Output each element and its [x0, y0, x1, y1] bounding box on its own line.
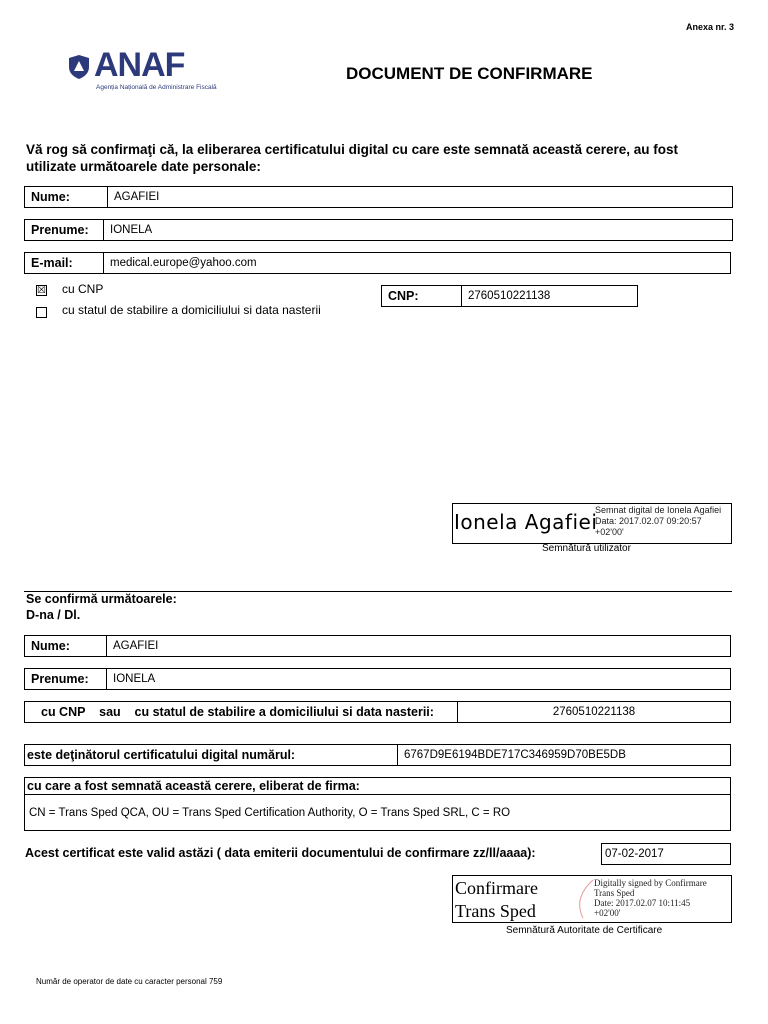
validity-date-box — [601, 843, 731, 865]
issuer-value: CN = Trans Sped QCA, OU = Trans Sped Certification Authority, O = Trans Sped SRL, C = RO — [29, 806, 511, 819]
confirm-cnp-row — [24, 701, 731, 723]
logo-subtitle: Agenția Națională de Administrare Fiscală — [96, 84, 217, 91]
firstname-value: IONELA — [110, 224, 153, 236]
user-signature-caption: Semnătură utilizator — [542, 543, 631, 554]
ca-signature-name-line1: Confirmare — [455, 878, 538, 898]
confirm-firstname-label: Prenume: — [25, 669, 107, 689]
cert-number-label: este deţinătorul certificatului digital numărul: — [25, 745, 398, 765]
footer-text: Număr de operator de date cu caracter personal 759 — [36, 977, 223, 986]
option-domicile-checkbox[interactable] — [36, 307, 47, 318]
user-signature-line1: Semnat digital de Ionela Agafiei — [595, 505, 722, 515]
intro-text: Vă rog să confirmaţi că, la eliberarea certificatului digital cu care este semnată această cerere, au fost utilizate următoarele date personale: — [26, 142, 679, 174]
page-title: DOCUMENT DE CONFIRMARE — [346, 64, 593, 83]
confirm-cnp-value: 2760510221138 — [552, 706, 636, 718]
confirm-heading — [26, 591, 177, 623]
ca-signature-name-line2: Trans Sped — [455, 901, 536, 921]
option-cnp-checkbox[interactable]: ☒ — [37, 285, 46, 296]
personal-name-row — [24, 186, 733, 208]
option-cnp-label: cu CNP — [62, 282, 104, 296]
confirm-name-value: AGAFIEI — [113, 640, 159, 652]
firstname-label: Prenume: — [25, 220, 104, 240]
issuer-value-row — [24, 794, 731, 831]
cnp-label: CNP: — [382, 286, 462, 306]
cert-number-value: 6767D9E6194BDE717C346959D70BE5DB — [404, 749, 626, 761]
cert-number-row — [24, 744, 731, 766]
confirm-firstname-value: IONELA — [113, 673, 156, 685]
personal-firstname-row — [24, 219, 733, 241]
issuer-label-row — [24, 777, 731, 795]
name-label: Nume: — [25, 187, 108, 207]
ca-signature-details — [594, 878, 707, 918]
logo-name: ANAF — [94, 46, 185, 84]
confirm-heading-line1: Se confirmă următoarele: — [26, 592, 177, 606]
confirm-cnp-label: cu CNP sau cu statul de stabilire a domiciliului si data nasterii: — [25, 702, 458, 722]
ca-signature-line2: Trans Sped — [594, 888, 635, 898]
anaf-logo — [66, 46, 236, 98]
email-value: medical.europe@yahoo.com — [110, 257, 257, 269]
validity-date: 07-02-2017 — [605, 848, 664, 860]
name-value: AGAFIEI — [114, 191, 160, 203]
confirm-name-row — [24, 635, 731, 657]
annex-label: Anexa nr. 3 — [686, 22, 735, 32]
email-label: E-mail: — [25, 253, 104, 273]
confirm-heading-line2: D-na / Dl. — [26, 608, 81, 622]
user-signature-details — [595, 505, 721, 538]
ca-signature-line4: +02'00' — [594, 908, 621, 918]
ca-signature-box — [452, 875, 732, 923]
confirm-name-label: Nume: — [25, 636, 107, 656]
issuer-label: cu care a fost semnată această cerere, eliberat de firma: — [27, 779, 360, 793]
user-signature-box — [452, 503, 732, 544]
ca-signature-name — [455, 877, 538, 923]
ca-signature-caption: Semnătură Autoritate de Certificare — [506, 925, 663, 936]
confirm-firstname-row — [24, 668, 731, 690]
ca-signature-line1: Digitally signed by Confirmare — [594, 878, 707, 888]
personal-email-row — [24, 252, 731, 274]
validity-label: Acest certificat este valid astăzi ( data emiterii documentului de confirmare zz/ll/aaaa): — [25, 846, 536, 860]
cnp-row — [381, 285, 638, 307]
user-signature-line3: +02'00' — [595, 527, 624, 537]
shield-icon — [68, 54, 90, 80]
user-signature-name: Ionela Agafiei — [454, 510, 598, 534]
cnp-value: 2760510221138 — [468, 290, 551, 302]
ca-signature-line3: Date: 2017.02.07 10:11:45 — [594, 898, 691, 908]
option-domicile-label: cu statul de stabilire a domiciliului si data nasterii — [62, 303, 321, 317]
user-signature-line2: Data: 2017.02.07 09:20:57 — [595, 516, 702, 526]
